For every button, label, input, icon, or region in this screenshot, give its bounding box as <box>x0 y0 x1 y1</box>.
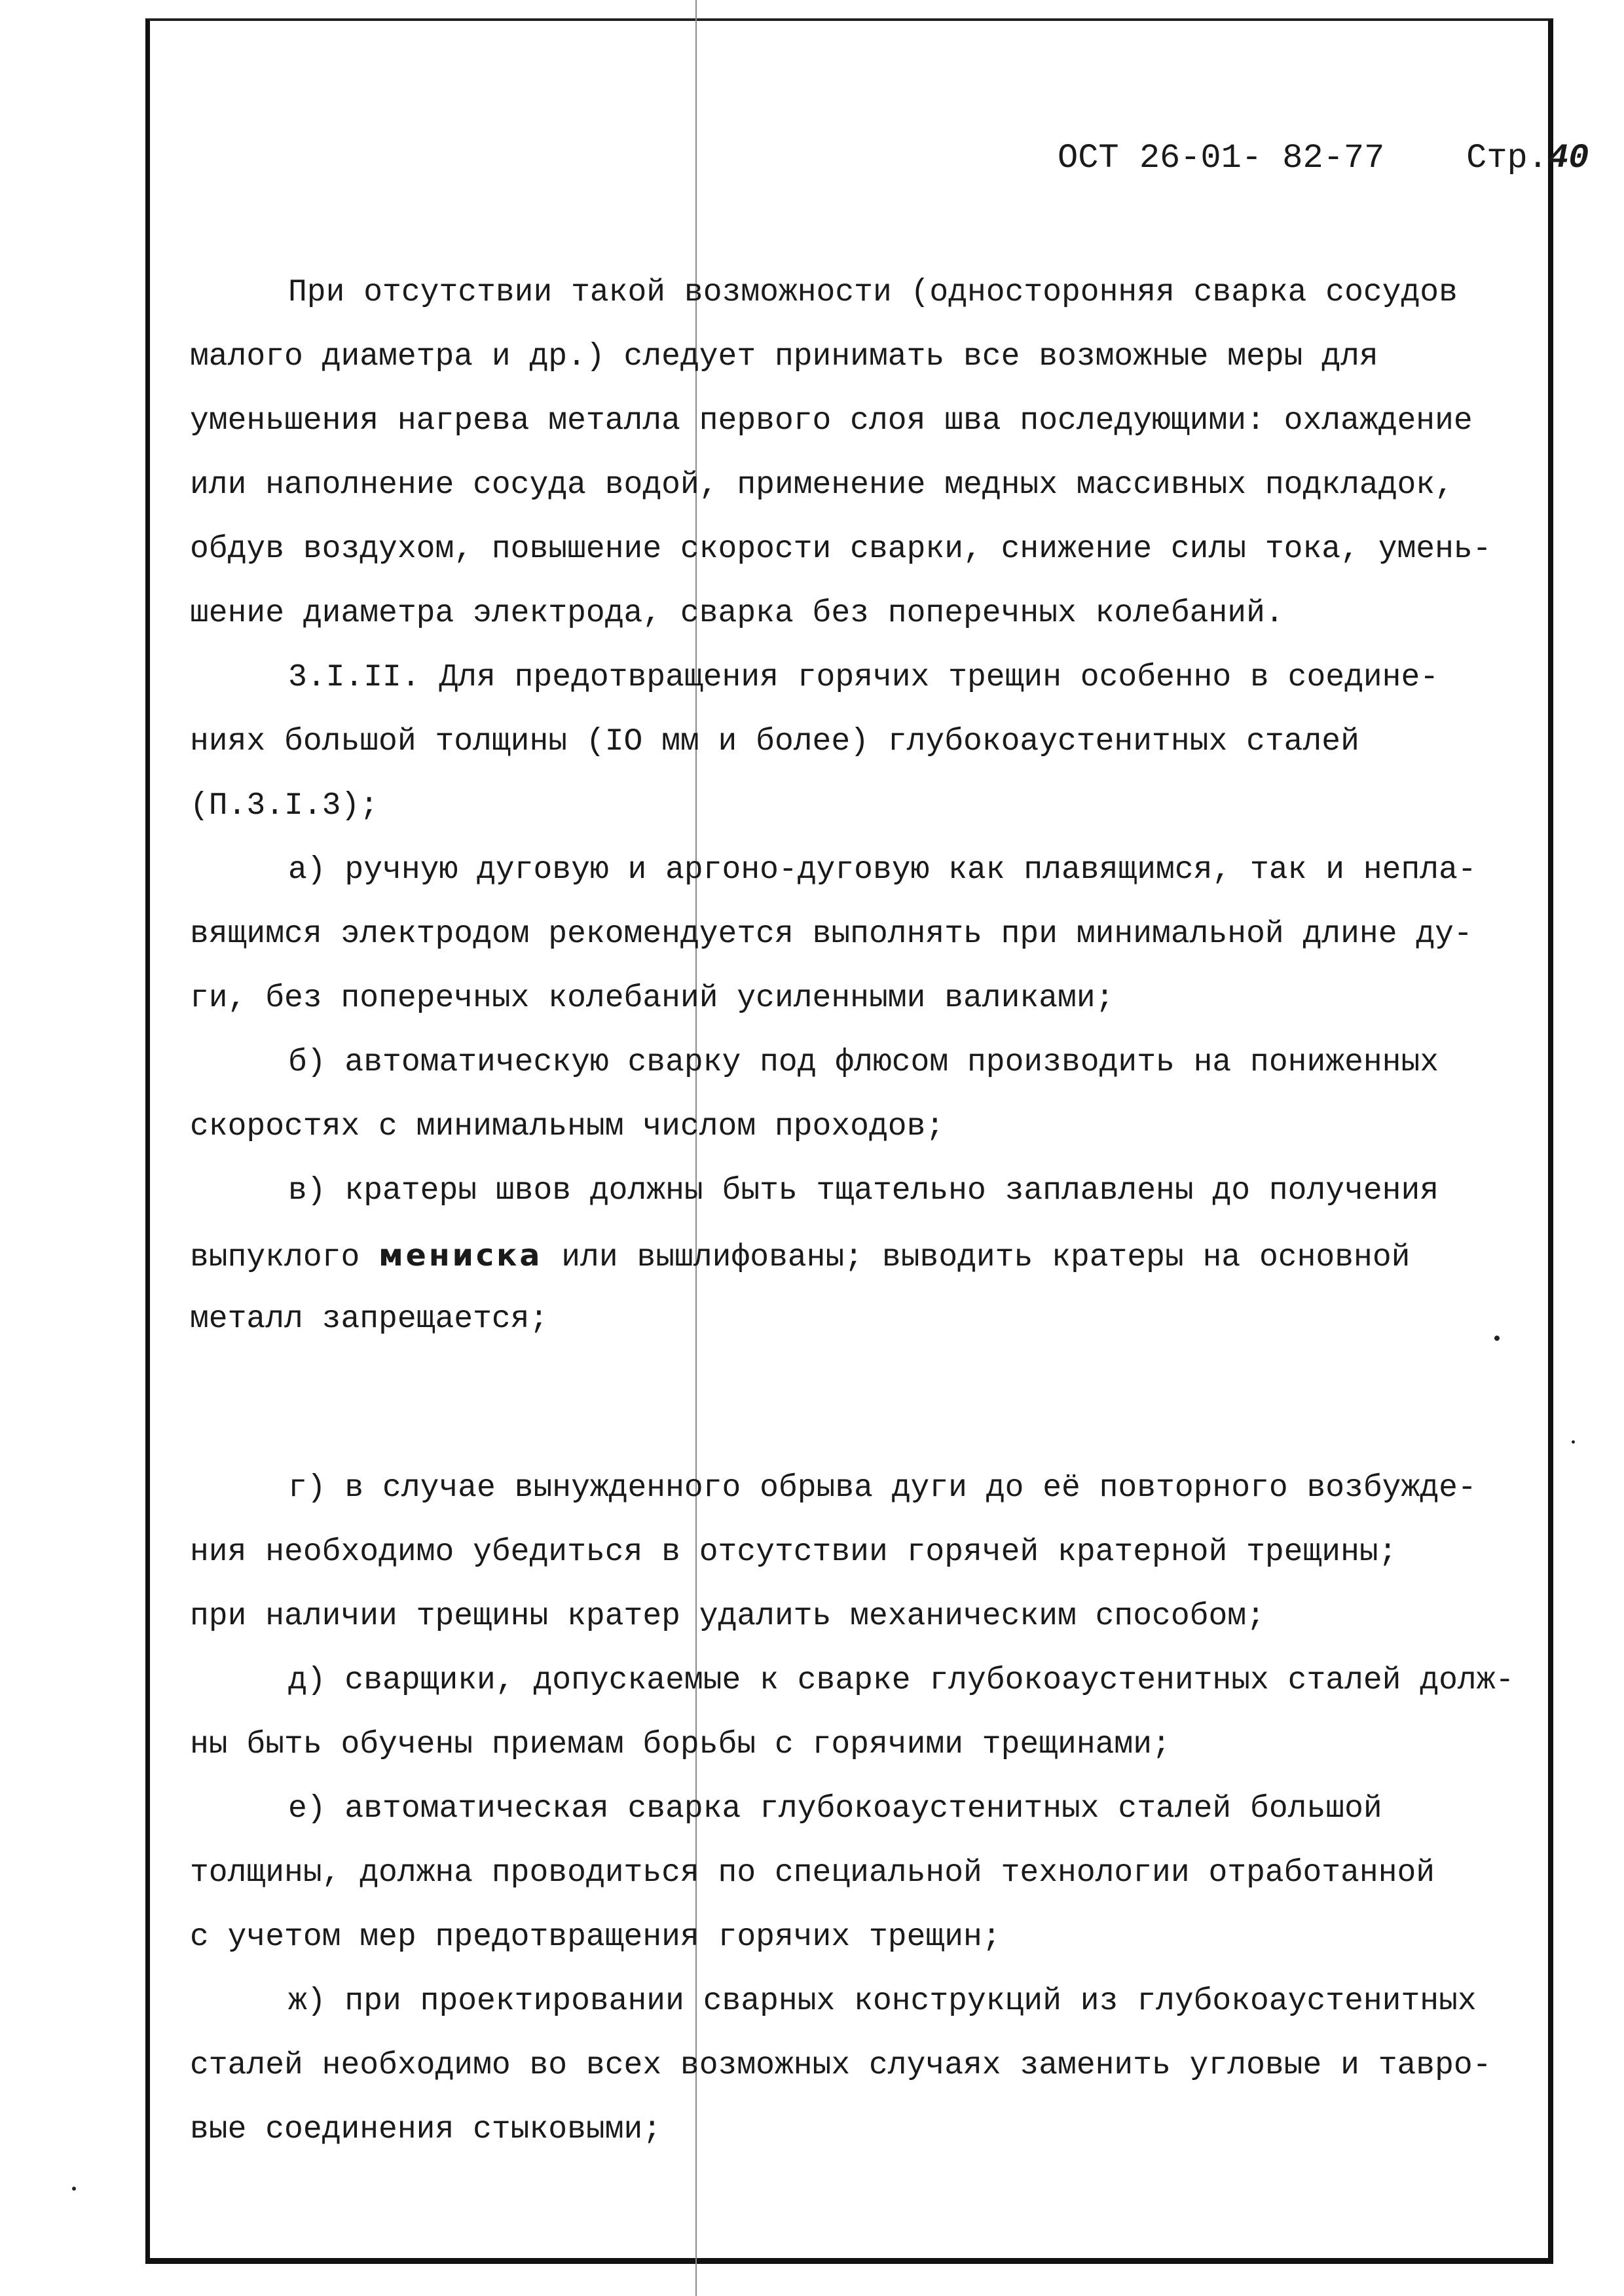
scan-speck <box>72 2187 76 2191</box>
text-line: или наполнение сосуда водой, применение медных массивных подкладок, <box>190 467 1454 503</box>
text-line: При отсутствии такой возможности (односторонняя сварка сосудов <box>288 275 1458 310</box>
text-line: малого диаметра и др.) следует принимать все возможные меры для <box>190 339 1378 374</box>
text-line: 3.I.II. Для предотвращения горячих трещин особенно в соедине- <box>288 660 1439 695</box>
typed-text: выпуклого <box>190 1240 360 1275</box>
text-line: при наличии трещины кратер удалить механическим способом; <box>190 1599 1265 1634</box>
text-line: металл запрещается; <box>190 1302 549 1337</box>
paragraph-gap <box>190 1351 1539 1456</box>
text-line: ги, без поперечных колебаний усиленными валиками; <box>190 981 1115 1016</box>
text-line: г) в случае вынужденного обрыва дуги до её повторного возбужде- <box>288 1470 1477 1506</box>
text-line: шение диаметра электрода, сварка без поперечных колебаний. <box>190 596 1284 631</box>
text-line: уменьшения нагрева металла первого слоя шва последующими: охлаждение <box>190 403 1473 439</box>
handwritten-word: мениска <box>378 1237 543 1273</box>
text-line: в) кратеры швов должны быть тщательно заплавлены до получения <box>288 1173 1439 1209</box>
text-line: ния необходимо убедиться в отсутствии горячей кратерной трещины; <box>190 1535 1397 1570</box>
text-line: а) ручную дуговую и аргоно-дуговую как плавящимся, так и непла- <box>288 852 1477 888</box>
text-line-mixed <box>190 1223 1539 1287</box>
text-line: вящимся электродом рекомендуется выполнять при минимальной длине ду- <box>190 917 1473 952</box>
scan-speck <box>1572 1440 1575 1444</box>
text-line: толщины, должна проводиться по специальной технологии отработанной <box>190 1855 1435 1891</box>
text-line: с учетом мер предотвращения горячих трещин; <box>190 1920 1001 1955</box>
text-line: сталей необходимо во всех возможных случаях заменить угловые и тавро- <box>190 2048 1492 2083</box>
text-line: ж) при проектировании сварных конструкций из глубокоаустенитных <box>288 1984 1477 2019</box>
document-code: ОСТ 26-01- 82-77 <box>1058 139 1385 177</box>
text-line: ниях большой толщины (IO мм и более) глубокоаустенитных сталей <box>190 724 1359 759</box>
text-line: д) сварщики, допускаемые к сварке глубокоаустенитных сталей долж- <box>288 1663 1515 1698</box>
page-label: Стр. <box>1466 139 1548 177</box>
text-line: скоростях с минимальным числом проходов; <box>190 1109 945 1144</box>
text-line: вые соединения стыковыми; <box>190 2112 662 2147</box>
typed-text: или вышлифованы; выводить кратеры на основной <box>561 1240 1411 1275</box>
text-line: б) автоматическую сварку под флюсом производить на пониженных <box>288 1045 1439 1080</box>
text-line: (П.3.I.3); <box>190 788 379 824</box>
text-line: ны быть обучены приемам борьбы с горячими трещинами; <box>190 1727 1171 1762</box>
page-number: 40 <box>1547 139 1589 177</box>
page-header <box>1058 139 1589 177</box>
text-line: обдув воздухом, повышение скорости сварки, снижение силы тока, умень- <box>190 532 1492 567</box>
text-line: е) автоматическая сварка глубокоаустенитных сталей большой <box>288 1791 1382 1827</box>
document-body <box>190 261 1539 2162</box>
